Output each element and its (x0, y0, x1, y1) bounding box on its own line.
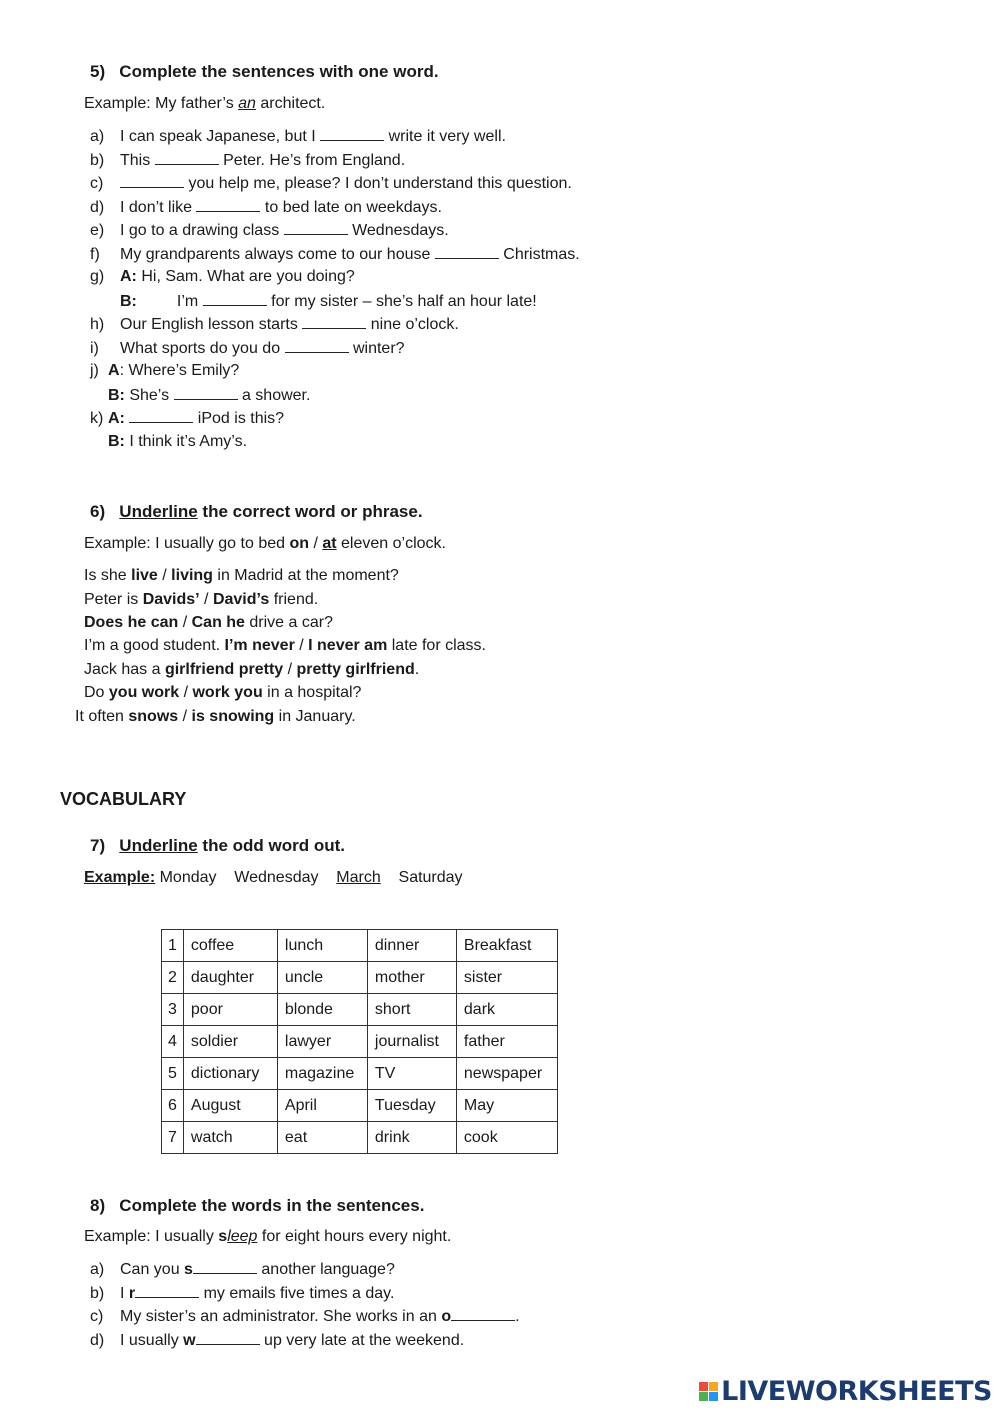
sentence-i (90, 339, 405, 358)
choice-option[interactable]: Can he (191, 614, 245, 631)
answer-blank[interactable] (203, 292, 267, 306)
answer-blank[interactable] (320, 127, 384, 141)
sentence-text: in January. (274, 708, 356, 725)
choice-line (84, 614, 333, 632)
sentence-a (90, 127, 506, 146)
row-number: 3 (162, 994, 184, 1026)
section-title: the odd word out. (197, 836, 346, 855)
example-answer: March (336, 869, 381, 886)
item-label: k) (90, 410, 104, 427)
speaker-a: A (108, 362, 120, 379)
answer-blank[interactable] (193, 1260, 257, 1274)
section-title: Complete the sentences with one word. (119, 62, 439, 81)
choice-option[interactable]: Does he can (84, 614, 179, 631)
word-sentence-a (90, 1260, 395, 1279)
sentence-text: Our English lesson starts (120, 316, 303, 333)
answer-blank[interactable] (435, 245, 499, 259)
sentence-text: : Where’s Emily? (119, 362, 240, 379)
sentence-text: up very late at the weekend. (259, 1332, 465, 1349)
separator: / (294, 637, 309, 654)
sentence-text: Do (84, 684, 109, 701)
sentence-h (90, 315, 459, 334)
answer-blank[interactable] (135, 1284, 199, 1298)
example-word: Monday (159, 869, 217, 886)
section-title-underlined: Underline (119, 502, 198, 521)
choice-option[interactable]: David’s (212, 591, 270, 608)
example-text: eleven o’clock. (336, 535, 446, 552)
sentence-text: my emails five times a day. (199, 1285, 395, 1302)
section-7-example (84, 869, 463, 887)
item-label: c) (90, 1308, 104, 1325)
item-label: e) (90, 222, 105, 239)
answer-blank[interactable] (451, 1307, 515, 1321)
word-cell[interactable]: cook (456, 1122, 557, 1154)
choice-option[interactable]: you work (108, 684, 180, 701)
first-letter: w (183, 1332, 196, 1349)
word-cell[interactable]: Tuesday (367, 1090, 456, 1122)
sentence-d (90, 198, 442, 217)
word-cell[interactable]: short (367, 994, 456, 1026)
choice-line (84, 637, 486, 655)
section-5-heading (90, 62, 439, 82)
sentence-text: I don’t like (120, 199, 197, 216)
section-8-heading (90, 1196, 424, 1216)
item-label: h) (90, 316, 105, 333)
sentence-text: She’s (124, 387, 174, 404)
word-cell[interactable]: sister (456, 962, 557, 994)
table-row (162, 994, 558, 1026)
sentence-k-a (90, 409, 284, 428)
choice-option[interactable]: is snowing (191, 708, 275, 725)
answer-blank[interactable] (120, 174, 184, 188)
word-sentence-c (90, 1307, 520, 1326)
answer-blank[interactable] (196, 1331, 260, 1345)
sentence-text: another language? (256, 1261, 395, 1278)
item-label: d) (90, 199, 105, 216)
word-sentence-b (90, 1284, 394, 1303)
example-text: Example: I usually go to bed (84, 535, 290, 552)
example-text: Example: I usually (84, 1228, 219, 1245)
separator: / (178, 614, 192, 631)
table-row (162, 1026, 558, 1058)
choice-option[interactable]: pretty girlfriend (296, 661, 415, 678)
sentence-text: Jack has a (84, 661, 165, 678)
odd-word-table (161, 929, 558, 1154)
sentence-text: winter? (348, 340, 405, 357)
section-8-example (84, 1228, 451, 1246)
speaker-b: B: (108, 433, 125, 450)
table-row (162, 1090, 558, 1122)
item-label: g) (90, 268, 105, 285)
section-title: the correct word or phrase. (197, 502, 423, 521)
item-label: f) (90, 246, 100, 263)
speaker-b: B: (108, 387, 125, 404)
row-number: 2 (162, 962, 184, 994)
row-number: 7 (162, 1122, 184, 1154)
section-6-heading (90, 502, 423, 522)
word-cell[interactable]: Breakfast (456, 930, 557, 962)
word-cell[interactable]: dictionary (183, 1058, 277, 1090)
word-cell[interactable]: lawyer (277, 1026, 367, 1058)
liveworksheets-logo[interactable] (699, 1375, 992, 1407)
table-row (162, 930, 558, 962)
word-cell[interactable]: father (456, 1026, 557, 1058)
choice-option[interactable]: I never am (308, 637, 388, 654)
sentence-text: Wednesdays. (347, 222, 449, 239)
sentence-text: a shower. (237, 387, 311, 404)
choice-option[interactable]: I’m never (224, 637, 295, 654)
sentence-text: Peter is (84, 591, 143, 608)
row-number: 1 (162, 930, 184, 962)
word-cell[interactable]: dinner (367, 930, 456, 962)
choice-line (84, 684, 361, 702)
logo-badge-icon (699, 1382, 718, 1401)
sentence-text: I’m (176, 293, 203, 310)
sentence-e (90, 221, 449, 240)
logo-text: LIVEWORKSHEETS (721, 1375, 992, 1407)
choice-option[interactable]: girlfriend pretty (164, 661, 284, 678)
word-cell[interactable]: poor (183, 994, 277, 1026)
first-letter: s (184, 1261, 193, 1278)
sentence-text: I (120, 1285, 129, 1302)
sentence-text: in a hospital? (262, 684, 362, 701)
word-cell[interactable]: May (456, 1090, 557, 1122)
sentence-text: My grandparents always come to our house (120, 246, 435, 263)
choice-line (75, 708, 356, 726)
word-cell[interactable]: TV (367, 1058, 456, 1090)
sentence-text: I go to a drawing class (120, 222, 284, 239)
choice-option[interactable]: Davids’ (142, 591, 200, 608)
sentence-g-b (120, 292, 537, 311)
sentence-text: to bed late on weekdays. (260, 199, 442, 216)
word-cell[interactable]: dark (456, 994, 557, 1026)
word-cell[interactable]: watch (183, 1122, 277, 1154)
section-number: 8) (90, 1196, 106, 1215)
item-label: a) (90, 1261, 105, 1278)
sentence-text: It often (75, 708, 129, 725)
speaker-b: B: (120, 293, 137, 310)
word-cell[interactable]: coffee (183, 930, 277, 962)
example-text: architect. (255, 95, 326, 112)
sentence-text: . (515, 1308, 520, 1325)
word-cell[interactable]: blonde (277, 994, 367, 1026)
word-cell[interactable]: uncle (277, 962, 367, 994)
example-answer: an (238, 95, 256, 112)
answer-blank[interactable] (284, 221, 348, 235)
sentence-text: Is she (84, 567, 132, 584)
section-5-example (84, 95, 325, 113)
word-cell[interactable]: journalist (367, 1026, 456, 1058)
section-7-heading (90, 836, 345, 856)
item-label: c) (90, 175, 104, 192)
section-number: 5) (90, 62, 106, 81)
sentence-text: in Madrid at the moment? (212, 567, 399, 584)
separator: / (157, 567, 172, 584)
sentence-text: for my sister – she’s half an hour late! (266, 293, 537, 310)
sentence-text: I’m a good student. (84, 637, 225, 654)
word-cell[interactable]: eat (277, 1122, 367, 1154)
word-cell[interactable]: lunch (277, 930, 367, 962)
separator: / (179, 684, 193, 701)
sentence-text: nine o’clock. (366, 316, 459, 333)
answer-blank[interactable] (285, 339, 349, 353)
sentence-f (90, 245, 580, 264)
logo-square (699, 1382, 708, 1391)
example-answer: leep (227, 1228, 258, 1245)
row-number: 4 (162, 1026, 184, 1058)
sentence-text: What sports do you do (120, 340, 285, 357)
sentence-text: I usually (120, 1332, 184, 1349)
sentence-text: late for class. (387, 637, 486, 654)
logo-square (699, 1392, 708, 1401)
section-title-underlined: Underline (119, 836, 198, 855)
choice-a: on (289, 535, 309, 552)
answer-blank[interactable] (302, 315, 366, 329)
sentence-text: This (120, 152, 155, 169)
sentence-text: you help me, please? I don’t understand this question. (184, 175, 572, 192)
section-6-example (84, 535, 446, 553)
sentence-text: My sister’s an administrator. She works in an (120, 1308, 442, 1325)
sentence-text: write it very well. (384, 128, 506, 145)
logo-square (709, 1382, 718, 1391)
answer-blank[interactable] (174, 386, 238, 400)
section-number: 7) (90, 836, 106, 855)
item-label: i) (90, 340, 99, 357)
example-text: for eight hours every night. (257, 1228, 452, 1245)
section-title: Complete the words in the sentences. (119, 1196, 425, 1215)
answer-blank[interactable] (196, 198, 260, 212)
table-row (162, 1058, 558, 1090)
example-text: Example: My father’s (84, 95, 239, 112)
word-cell[interactable]: April (277, 1090, 367, 1122)
sentence-text: Christmas. (498, 246, 580, 263)
word-cell[interactable]: magazine (277, 1058, 367, 1090)
choice-option[interactable]: snows (128, 708, 179, 725)
sentence-j-b (108, 386, 310, 405)
separator: / (283, 661, 297, 678)
example-word: Wednesday (234, 869, 319, 886)
example-word: Saturday (398, 869, 463, 886)
sentence-text: drive a car? (244, 614, 333, 631)
answer-blank[interactable] (155, 151, 219, 165)
row-number: 6 (162, 1090, 184, 1122)
sentence-k-b (108, 433, 247, 451)
word-cell[interactable]: mother (367, 962, 456, 994)
sentence-j-a (90, 362, 239, 380)
sentence-b (90, 151, 405, 170)
item-label: b) (90, 152, 105, 169)
item-label: d) (90, 1332, 105, 1349)
word-cell[interactable]: daughter (183, 962, 277, 994)
separator: / (309, 535, 323, 552)
sentence-text: Hi, Sam. What are you doing? (136, 268, 355, 285)
item-label: a) (90, 128, 105, 145)
sentence-text: friend. (269, 591, 319, 608)
word-cell[interactable]: drink (367, 1122, 456, 1154)
table-row (162, 962, 558, 994)
word-sentence-d (90, 1331, 464, 1350)
sentence-g-a (90, 268, 355, 286)
word-cell[interactable]: August (183, 1090, 277, 1122)
vocabulary-heading: VOCABULARY (60, 789, 187, 809)
sentence-text: Peter. He’s from England. (218, 152, 406, 169)
choice-line (84, 567, 399, 585)
table-row (162, 1122, 558, 1154)
speaker-a: A: (120, 268, 137, 285)
sentence-c (90, 174, 572, 193)
item-label: j) (90, 362, 99, 379)
sentence-text: iPod is this? (193, 410, 285, 427)
sentence-text: . (414, 661, 420, 678)
first-letter: o (441, 1308, 452, 1325)
row-number: 5 (162, 1058, 184, 1090)
separator: / (178, 708, 192, 725)
choice-b-answer: at (322, 535, 337, 552)
answer-blank[interactable] (129, 409, 193, 423)
section-number: 6) (90, 502, 106, 521)
choice-line (84, 661, 419, 679)
first-letter: r (128, 1285, 136, 1302)
word-cell[interactable]: soldier (183, 1026, 277, 1058)
example-label: Example: (84, 869, 156, 886)
speaker-a: A: (108, 410, 125, 427)
example-letter: s (218, 1228, 228, 1245)
sentence-text: I can speak Japanese, but I (120, 128, 321, 145)
separator: / (199, 591, 213, 608)
word-cell[interactable]: newspaper (456, 1058, 557, 1090)
item-label: b) (90, 1285, 105, 1302)
choice-option[interactable]: live (131, 567, 158, 584)
sentence-text: Can you (120, 1261, 185, 1278)
logo-square (709, 1392, 718, 1401)
choice-option[interactable]: work you (192, 684, 263, 701)
choice-line (84, 591, 318, 609)
choice-option[interactable]: living (171, 567, 213, 584)
sentence-text: I think it’s Amy’s. (124, 433, 248, 450)
